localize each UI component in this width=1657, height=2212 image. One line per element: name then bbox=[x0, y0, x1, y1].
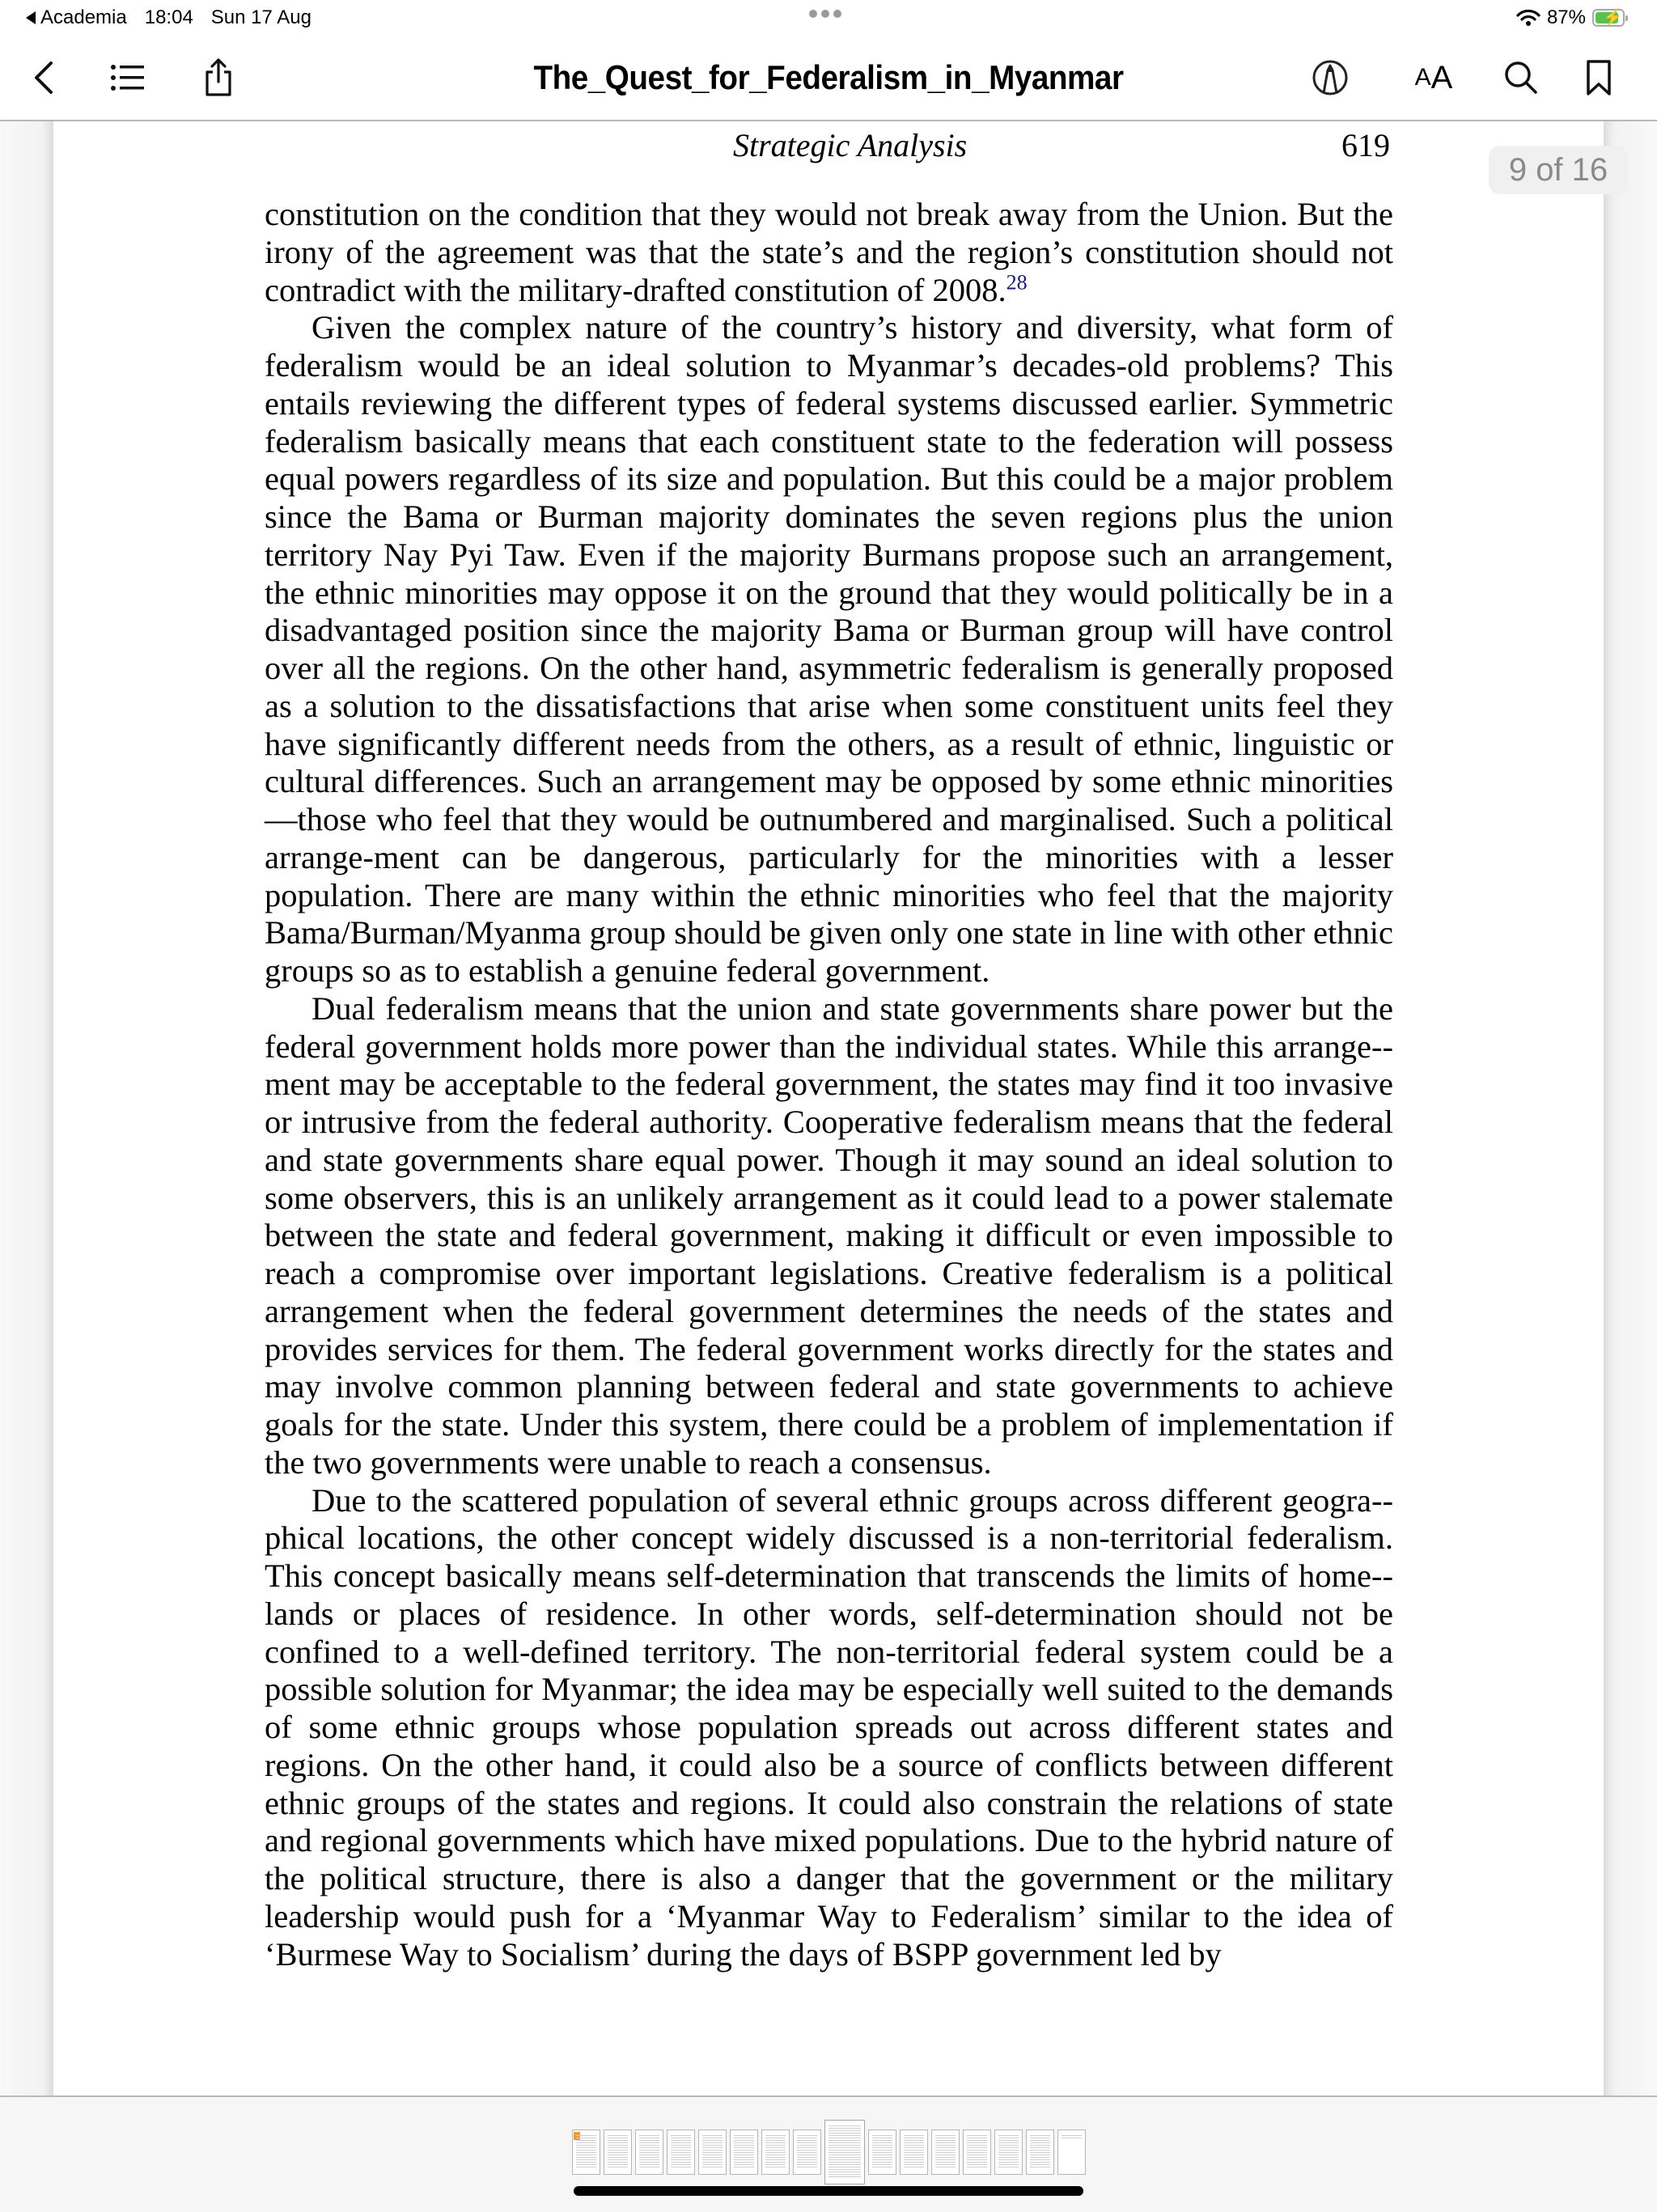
dot-icon bbox=[833, 10, 841, 18]
footnote-link[interactable]: 28 bbox=[1006, 270, 1028, 294]
thumbnail-text-lines bbox=[639, 2135, 659, 2169]
page-thumbnails bbox=[0, 2120, 1657, 2184]
page-thumbnail[interactable] bbox=[604, 2129, 632, 2175]
bookmark-button[interactable] bbox=[1576, 55, 1621, 100]
body-text bbox=[265, 196, 1393, 1973]
thumbnail-text-lines bbox=[967, 2135, 987, 2169]
thumbnail-text-lines bbox=[702, 2135, 723, 2169]
thumbnail-text-lines bbox=[608, 2135, 628, 2169]
page-thumbnail[interactable] bbox=[994, 2129, 1023, 2175]
thumbnail-text-lines bbox=[1030, 2135, 1050, 2169]
search-icon bbox=[1503, 60, 1539, 95]
page-indicator: 9 of 16 bbox=[1489, 146, 1628, 194]
thumbnail-text-lines bbox=[935, 2135, 956, 2169]
back-app-label: Academia bbox=[40, 6, 127, 28]
home-indicator[interactable] bbox=[574, 2186, 1083, 2196]
status-time: 18:04 bbox=[144, 6, 193, 28]
back-triangle-icon bbox=[26, 11, 36, 24]
paragraph: Given the complex nature of the country’s history and diversity, what form of federalism would be an ideal solution to Myanmar’s decades-old problems? This entails reviewing the different types of federal systems discussed earlier. Symmetric federalism basically means that each constituent state to the federation will possess equal powers regardless of its size and population. But this could be a major problem since the Bama or Burman majority dominates the seven regions plus the union territory Nay Pyi Taw. Even if the majority Burmans propose such an arrangement, the ethnic minorities may oppose it on the ground that they would politically be in a disadvantaged position since the majority Bama or Burman group will have control over all the regions. On the other hand, asymmetric federalism is generally proposed as a solution to the dissatisfactions that arise when some constituent units feel they have significantly different needs from the others, as a result of ethnic, linguistic or cultural differences. Such an arrangement may be opposed by some ethnic minorities—those who feel that they would be outnumbered and marginalised. Such a political arrange-ment can be dangerous, particularly for the minorities with a lesser population. There are many within the ethnic minorities who feel that the majority Bama/Burman/​Myanma group should be given only one state in line with other ethnic groups so as to establish a genuine federal government. bbox=[265, 309, 1393, 989]
search-button[interactable] bbox=[1498, 55, 1544, 100]
page-thumbnail[interactable] bbox=[572, 2129, 600, 2175]
document-page[interactable] bbox=[53, 121, 1604, 2095]
bookmark-icon bbox=[1585, 58, 1613, 97]
page-thumbnail[interactable] bbox=[635, 2129, 663, 2175]
page-thumbnail[interactable] bbox=[931, 2129, 960, 2175]
page-thumbnail[interactable] bbox=[868, 2129, 896, 2175]
page-thumbnail-current[interactable] bbox=[824, 2120, 865, 2184]
thumbnail-text-lines bbox=[998, 2135, 1019, 2169]
page-thumbnail[interactable] bbox=[698, 2129, 727, 2175]
multitasking-dots[interactable] bbox=[809, 10, 841, 18]
page-thumbnail[interactable] bbox=[1026, 2129, 1054, 2175]
thumbnail-text-lines bbox=[1062, 2135, 1082, 2138]
back-button[interactable] bbox=[21, 55, 66, 100]
thumbnail-text-lines bbox=[872, 2135, 892, 2169]
thumbnail-text-lines bbox=[734, 2135, 754, 2169]
page-thumbnail[interactable] bbox=[900, 2129, 928, 2175]
thumbnail-text-lines bbox=[797, 2135, 817, 2169]
page-thumbnail[interactable] bbox=[761, 2129, 790, 2175]
page-thumbnail[interactable] bbox=[963, 2129, 991, 2175]
navigation-bar bbox=[0, 39, 1657, 121]
battery-percent: 87% bbox=[1546, 6, 1586, 28]
back-to-app-link[interactable] bbox=[26, 6, 127, 29]
page-thumbnail[interactable] bbox=[793, 2129, 821, 2175]
dot-icon bbox=[821, 10, 829, 18]
status-date: Sun 17 Aug bbox=[210, 6, 311, 28]
thumbnail-text-lines bbox=[904, 2135, 924, 2169]
page-thumbnail[interactable] bbox=[667, 2129, 695, 2175]
paragraph bbox=[265, 196, 1393, 309]
running-head: Strategic Analysis bbox=[733, 127, 968, 163]
document-title: The_Quest_for_Federalism_in_Myanmar bbox=[533, 58, 1124, 96]
paragraph: Due to the scattered population of several ethnic groups across different geogra-phical locations, the other concept widely discussed is a non-territorial federalism. This concept basically means self-determination that transcends the limits of home-lands or places of residence. In other words, self-determination should not be confined to a well-defined territory. The non-territorial federal system could be a possible solution for Myanmar; the idea may be especially well suited to the demands of some ethnic groups whose population spreads out across different states and regions. On the other hand, it could also be a source of conflicts between different ethnic groups of the states and regions. It could also constrain the relations of state and regional governments which have mixed populations. Due to the hybrid nature of the political structure, there is also a danger that the government or the military leadership would push for a ‘Myanmar Way to Federalism’ similar to the idea of ‘Burmese Way to Socialism’ during the days of BSPP government led by bbox=[265, 1481, 1393, 1973]
page-number: 619 bbox=[1341, 127, 1390, 163]
text-size-large-a: A bbox=[1430, 59, 1453, 95]
thumbnail-text-lines bbox=[576, 2135, 596, 2169]
page-margin-right bbox=[1604, 121, 1657, 2095]
battery-icon bbox=[1592, 9, 1625, 27]
page-thumbnail[interactable] bbox=[1057, 2129, 1086, 2175]
charging-bolt-icon: ⚡ bbox=[1603, 9, 1623, 27]
status-bar bbox=[0, 0, 1657, 39]
markup-pen-icon bbox=[1312, 59, 1349, 96]
paragraph: Dual federalism means that the union and state governments share power but the federal government holds more power than the individual states. While this arrange-ment may be acceptable to the federal government, the states may find it too invasive or intrusive from the federal authority. Cooperative federalism means that the federal and state governments share equal power. Though it may sound an ideal solution to some observers, this is an unlikely arrangement as it could lead to a power stalemate between the state and federal government, making it difficult or even impossible to reach a compromise over important legislations. Creative federalism is a political arrangement when the federal government determines the needs of the states and provides services for them. The federal government works directly for the states and may involve common planning between federal and state governments to achieve goals for the state. Under this system, there could be a problem of implementation if the two governments were unable to reach a consensus. bbox=[265, 989, 1393, 1481]
paragraph-text: constitution on the condition that they would not break away from the Union. But the irony of the agreement was that the state’s and the region’s constitution should not contradict with the military-drafted constitution of 2008. bbox=[265, 196, 1393, 308]
markup-button[interactable] bbox=[1307, 55, 1353, 100]
thumbnail-text-lines bbox=[765, 2135, 786, 2169]
text-size-small-a: A bbox=[1414, 64, 1431, 91]
page-thumbnail[interactable] bbox=[730, 2129, 758, 2175]
page-margin-left bbox=[0, 121, 53, 2095]
text-size-button[interactable] bbox=[1405, 55, 1463, 100]
thumbnail-text-lines bbox=[828, 2125, 861, 2179]
wifi-icon bbox=[1516, 9, 1540, 27]
thumbnail-text-lines bbox=[671, 2135, 691, 2169]
dot-icon bbox=[809, 10, 817, 18]
chevron-left-icon bbox=[32, 60, 56, 95]
